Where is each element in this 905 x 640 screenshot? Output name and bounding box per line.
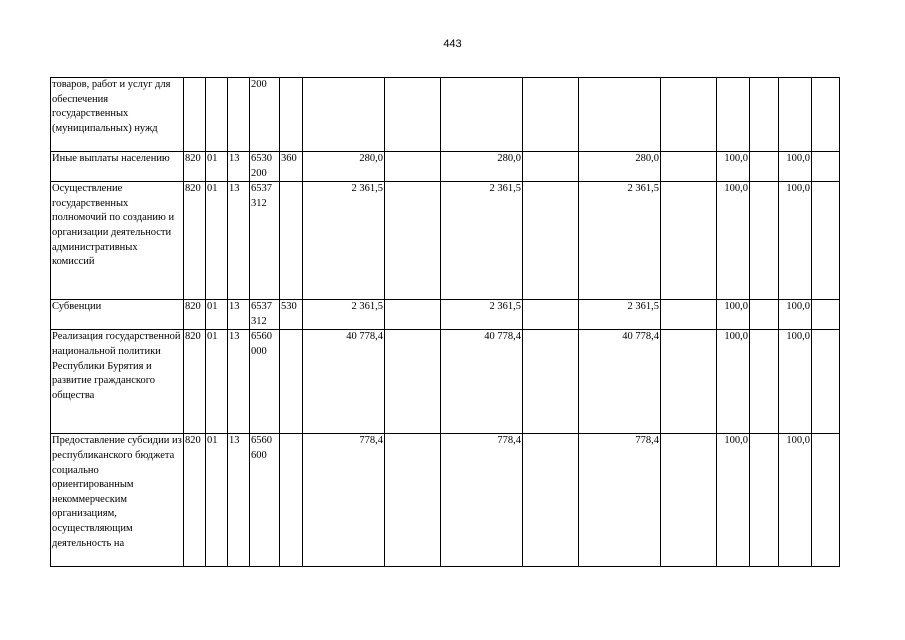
section-code: 01 bbox=[206, 330, 228, 434]
empty-cell bbox=[750, 78, 779, 152]
section-code: 01 bbox=[206, 182, 228, 300]
amount-1: 280,0 bbox=[303, 152, 385, 182]
empty-cell bbox=[812, 152, 840, 182]
empty-cell bbox=[385, 300, 441, 330]
amount-1: 2 361,5 bbox=[303, 300, 385, 330]
section-code bbox=[206, 78, 228, 152]
empty-cell bbox=[523, 152, 579, 182]
expense-type-code: 530 bbox=[280, 300, 303, 330]
subsection-code bbox=[228, 78, 250, 152]
table-row bbox=[51, 330, 840, 434]
empty-cell bbox=[385, 152, 441, 182]
percent-1: 100,0 bbox=[717, 434, 750, 567]
row-name: Реализация государственной национальной политики Республики Бурятия и развитие гражданского общества bbox=[51, 330, 184, 434]
table-row bbox=[51, 434, 840, 567]
admin-code: 820 bbox=[184, 152, 206, 182]
target-article-code bbox=[250, 182, 280, 300]
empty-cell bbox=[661, 182, 717, 300]
empty-cell bbox=[812, 300, 840, 330]
percent-1: 100,0 bbox=[717, 300, 750, 330]
subsection-code: 13 bbox=[228, 330, 250, 434]
row-name: товаров, работ и услуг для обеспечения государственных (муниципальных) нужд bbox=[51, 78, 184, 152]
target-article-code-part1: 6537 bbox=[251, 183, 272, 195]
amount-3: 280,0 bbox=[579, 152, 661, 182]
percent-2 bbox=[779, 78, 812, 152]
subsection-code: 13 bbox=[228, 300, 250, 330]
amount-1: 40 778,4 bbox=[303, 330, 385, 434]
empty-cell bbox=[385, 330, 441, 434]
row-name: Осуществление государственных полномочий по созданию и организации деятельности административных комиссий bbox=[51, 182, 184, 300]
expense-type-code bbox=[280, 330, 303, 434]
row-name: Предоставление субсидии из республиканского бюджета социально ориентированным некоммерческим организациям, осуществляющим деятельность на bbox=[51, 434, 184, 567]
target-article-code bbox=[250, 78, 280, 152]
empty-cell bbox=[661, 78, 717, 152]
expense-type-code bbox=[280, 78, 303, 152]
empty-cell bbox=[661, 434, 717, 567]
amount-2 bbox=[441, 78, 523, 152]
admin-code bbox=[184, 78, 206, 152]
target-article-code-part1: 6530 bbox=[251, 153, 272, 164]
amount-2: 40 778,4 bbox=[441, 330, 523, 434]
amount-3: 2 361,5 bbox=[579, 182, 661, 300]
amount-2: 2 361,5 bbox=[441, 182, 523, 300]
empty-cell bbox=[812, 182, 840, 300]
budget-table bbox=[50, 77, 840, 567]
page-number: 443 bbox=[443, 38, 462, 50]
amount-3 bbox=[579, 78, 661, 152]
target-article-code-part2: 200 bbox=[251, 167, 267, 179]
admin-code: 820 bbox=[184, 434, 206, 567]
empty-cell bbox=[523, 78, 579, 152]
empty-cell bbox=[750, 182, 779, 300]
percent-2: 100,0 bbox=[779, 152, 812, 182]
target-article-code-part1: 6537 bbox=[251, 301, 272, 313]
subsection-code: 13 bbox=[228, 152, 250, 182]
amount-2: 778,4 bbox=[441, 434, 523, 567]
expense-type-code: 360 bbox=[280, 152, 303, 182]
admin-code: 820 bbox=[184, 182, 206, 300]
target-article-code bbox=[250, 300, 280, 330]
empty-cell bbox=[812, 78, 840, 152]
empty-cell bbox=[661, 330, 717, 434]
target-article-code bbox=[250, 434, 280, 567]
amount-3: 2 361,5 bbox=[579, 300, 661, 330]
empty-cell bbox=[661, 152, 717, 182]
table-row bbox=[51, 182, 840, 300]
row-name: Иные выплаты населению bbox=[51, 152, 184, 182]
percent-2: 100,0 bbox=[779, 434, 812, 567]
target-article-code-part1: 6560 bbox=[251, 435, 272, 447]
amount-3: 40 778,4 bbox=[579, 330, 661, 434]
target-article-code-part2: 312 bbox=[251, 315, 267, 327]
expense-type-code bbox=[280, 182, 303, 300]
amount-2: 2 361,5 bbox=[441, 300, 523, 330]
empty-cell bbox=[523, 434, 579, 567]
percent-2: 100,0 bbox=[779, 300, 812, 330]
empty-cell bbox=[385, 182, 441, 300]
section-code: 01 bbox=[206, 434, 228, 567]
subsection-code: 13 bbox=[228, 434, 250, 567]
percent-1: 100,0 bbox=[717, 182, 750, 300]
amount-1: 778,4 bbox=[303, 434, 385, 567]
target-article-code-part2: 600 bbox=[251, 449, 267, 461]
admin-code: 820 bbox=[184, 300, 206, 330]
amount-1 bbox=[303, 78, 385, 152]
percent-2: 100,0 bbox=[779, 182, 812, 300]
subsection-code: 13 bbox=[228, 182, 250, 300]
empty-cell bbox=[750, 300, 779, 330]
expense-type-code bbox=[280, 434, 303, 567]
percent-1: 100,0 bbox=[717, 152, 750, 182]
section-code: 01 bbox=[206, 300, 228, 330]
target-article-code-part2: 312 bbox=[251, 197, 267, 209]
amount-2: 280,0 bbox=[441, 152, 523, 182]
empty-cell bbox=[750, 434, 779, 567]
empty-cell bbox=[812, 434, 840, 567]
target-article-code-part1: 6560 bbox=[251, 331, 272, 343]
percent-2: 100,0 bbox=[779, 330, 812, 434]
table-row bbox=[51, 152, 840, 182]
table-row bbox=[51, 78, 840, 152]
amount-3: 778,4 bbox=[579, 434, 661, 567]
section-code: 01 bbox=[206, 152, 228, 182]
target-article-code bbox=[250, 330, 280, 434]
empty-cell bbox=[523, 182, 579, 300]
target-article-code bbox=[250, 152, 280, 182]
row-name: Субвенции bbox=[51, 300, 184, 330]
empty-cell bbox=[750, 330, 779, 434]
amount-1: 2 361,5 bbox=[303, 182, 385, 300]
target-article-code-part2: 000 bbox=[251, 345, 267, 357]
empty-cell bbox=[385, 434, 441, 567]
target-article-code-part2: 200 bbox=[251, 79, 267, 90]
empty-cell bbox=[385, 78, 441, 152]
empty-cell bbox=[523, 300, 579, 330]
empty-cell bbox=[661, 300, 717, 330]
table-row bbox=[51, 300, 840, 330]
empty-cell bbox=[523, 330, 579, 434]
percent-1: 100,0 bbox=[717, 330, 750, 434]
percent-1 bbox=[717, 78, 750, 152]
empty-cell bbox=[750, 152, 779, 182]
empty-cell bbox=[812, 330, 840, 434]
admin-code: 820 bbox=[184, 330, 206, 434]
